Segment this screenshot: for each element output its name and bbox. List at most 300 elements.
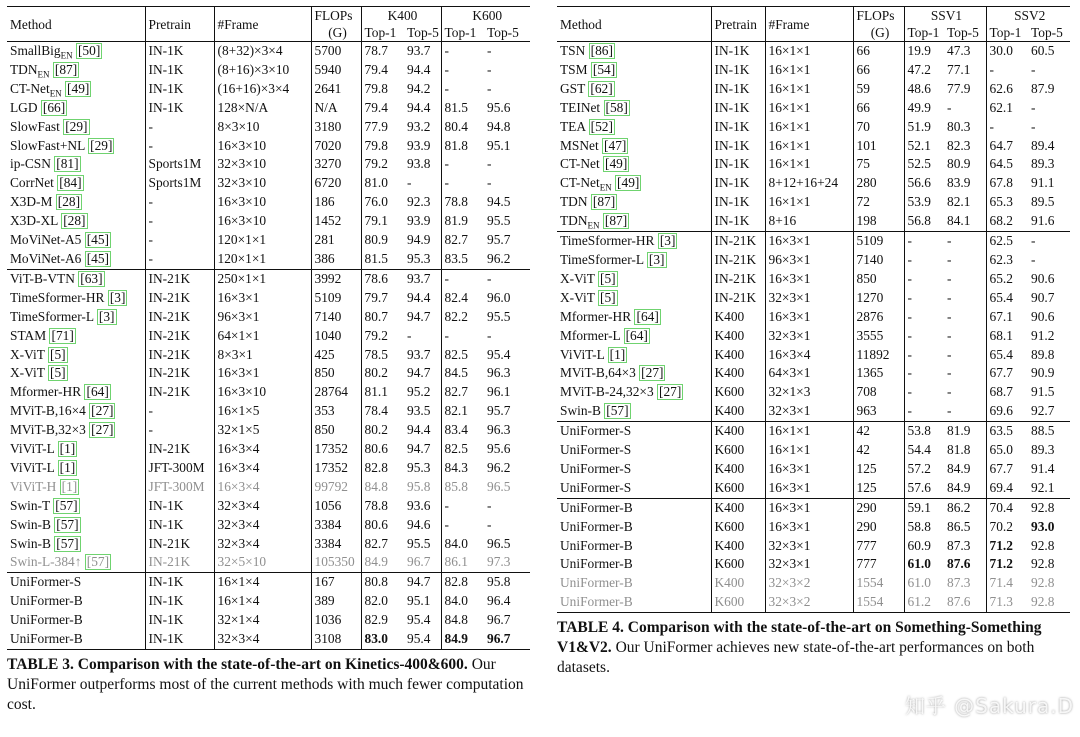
table-4-cell-method: X-ViT [5]: [560, 270, 616, 286]
table-3-cell-frame: 16×3×1: [214, 364, 311, 383]
table-4-row: [557, 498, 1070, 517]
table-3-row: [7, 61, 530, 80]
table-3-cell-top5-a: 94.7: [407, 365, 431, 381]
table-4-cell-pretrain: IN-1K: [711, 42, 765, 61]
table-4-cell-top5-a: -: [944, 232, 986, 251]
table-4-cell-top1-a: -: [904, 346, 944, 365]
table-3-cell-pretrain: IN-1K: [145, 611, 214, 630]
table-3-cell-top1-a: 78.7: [361, 42, 404, 61]
table-3-cell-top5-a: 94.4: [407, 422, 431, 438]
table-3-cell-top1-a: 84.9: [361, 553, 404, 572]
table-4-cell-pretrain: K400: [711, 346, 765, 365]
table-3-cell-top5-a: 94.7: [407, 441, 431, 457]
table-3-cell-flops: 5940: [311, 61, 361, 80]
table-3-row: [7, 99, 530, 118]
table-3-cell-method: SlowFast [29]: [10, 118, 88, 134]
table-4-cell-top5-a: 82.1: [947, 194, 971, 210]
table-4-cell-top1-a: 61.0: [904, 574, 944, 593]
table-4-cell-method: UniFormer-S: [560, 460, 632, 476]
table-4-cell-pretrain: K600: [711, 383, 765, 402]
table-3-cell-top5-a: 94.4: [407, 99, 431, 115]
table-3-cell-frame: 16×3×4: [214, 440, 311, 459]
table-3-cell-top1-b: -: [441, 80, 484, 99]
table-4-cell-top1-a: 53.9: [904, 193, 944, 212]
table-4-cell-top1-b: -: [986, 118, 1028, 137]
table-4-cell-pretrain: K400: [711, 498, 765, 517]
table-4-cell-flops: 11892: [853, 346, 904, 365]
table-4-cell-top5-b: 87.9: [1031, 80, 1055, 96]
table-4-cell-flops: 198: [853, 212, 904, 231]
table-3-header-flops: FLOPs: [311, 7, 361, 25]
table-3-header-top1-b: Top-1: [441, 24, 484, 42]
table-4-cell-flops: 42: [853, 441, 904, 460]
table-3-cell-top1-b: 84.0: [441, 535, 484, 554]
table-3-row: [7, 611, 530, 630]
table-3-cell-method: MoViNet-A5 [45]: [10, 232, 110, 248]
table-4-header-row: [557, 7, 1070, 25]
table-4-cell-top1-b: 70.4: [986, 498, 1028, 517]
table-3-cell-top1-a: 78.4: [361, 402, 404, 421]
table-4-cell-pretrain: K400: [711, 308, 765, 327]
table-3-cell-top1-a: 80.6: [361, 516, 404, 535]
table-3-cell-flops: 17352: [311, 440, 361, 459]
table-4-cell-method: UniFormer-S: [560, 442, 632, 458]
table-3-cell-frame: 16×3×4: [214, 478, 311, 497]
table-3-row: [7, 516, 530, 535]
table-3-row: [7, 592, 530, 611]
table-4-row: [557, 327, 1070, 346]
table-4-row: [557, 422, 1070, 441]
table-4-cell-pretrain: K400: [711, 422, 765, 441]
table-4-cell-flops: 70: [853, 118, 904, 137]
table-3-row: [7, 231, 530, 250]
table-4-cell-top5-b: 91.2: [1031, 327, 1055, 343]
table-4-cell-top1-b: 67.7: [986, 460, 1028, 479]
table-3-cell-flops: 7140: [311, 308, 361, 327]
table-4-cell-top1-b: 69.6: [986, 402, 1028, 421]
table-3-cell-pretrain: IN-1K: [145, 42, 214, 61]
table-3-cell-pretrain: IN-1K: [145, 99, 214, 118]
table-4-cell-top5-b: 92.8: [1028, 498, 1070, 517]
table-4-cell-top5-a: -: [947, 384, 952, 400]
table-4-cell-top5-b: 91.6: [1031, 213, 1055, 229]
table-4-cell-top1-a: 56.8: [904, 212, 944, 231]
table-3-cell-method: UniFormer-S: [7, 573, 145, 592]
table-4-cell-top5-b: -: [1031, 99, 1036, 115]
table-3-header-top5-a: Top-5: [407, 25, 439, 40]
table-3-cell-top5-a: 93.8: [407, 156, 431, 172]
table-4-cell-top1-a: 58.8: [904, 518, 944, 537]
table-3-cell-top5-b: -: [487, 516, 492, 532]
table-4-cell-flops: 1554: [853, 574, 904, 593]
table-3-cell-frame: 32×3×4: [214, 535, 311, 554]
table-3-cell-frame: 120×1×1: [214, 231, 311, 250]
table-4-cell-pretrain: IN-1K: [711, 118, 765, 137]
table-4-cell-top1-b: 65.2: [986, 270, 1028, 289]
table-3-cell-flops: 186: [311, 193, 361, 212]
table-3-cell-frame: 96×3×1: [214, 308, 311, 327]
table-4-row: [557, 441, 1070, 460]
table-3-cell-top5-b: 95.8: [484, 573, 530, 592]
table-3-row: [7, 478, 530, 497]
table-3-cell-top1-a: 80.9: [361, 231, 404, 250]
table-4-cell-pretrain: K600: [711, 479, 765, 498]
table-4-cell-pretrain: IN-21K: [711, 232, 765, 251]
table-4-cell-top1-b: 67.1: [986, 308, 1028, 327]
table-4-cell-frame: 32×1×3: [765, 383, 853, 402]
table-4-cell-top1-a: 61.0: [904, 555, 944, 574]
table-4-cell-top5-a: 81.9: [944, 422, 986, 441]
table-4-cell-top1-b: 63.5: [986, 422, 1028, 441]
table-3-cell-frame: 16×3×4: [214, 459, 311, 478]
table-3-cell-top5-b: 96.5: [487, 478, 511, 494]
table-4-cell-flops: 290: [853, 518, 904, 537]
table-3-cell-top5-a: 95.8: [407, 478, 431, 494]
table-3-header-frame: #Frame: [214, 7, 311, 42]
table-3-cell-top5-a: 95.3: [407, 459, 431, 475]
table-4-row: [557, 155, 1070, 174]
table-4-cell-pretrain: K400: [711, 574, 765, 593]
table-3-cell-top1-a: 78.6: [361, 269, 404, 288]
table-3-cell-top5-b: 96.2: [487, 250, 511, 266]
table-3-cell-top5-a: 95.3: [407, 250, 431, 266]
table-4-cell-top1-a: -: [904, 364, 944, 383]
table-4-row: [557, 42, 1070, 61]
table-4-cell-pretrain: IN-1K: [711, 212, 765, 231]
table-4-header-top5-a: Top-5: [947, 25, 979, 40]
table-3-cell-top5-a: 93.2: [407, 118, 431, 134]
table-3-cell-top1-a: 76.0: [361, 193, 404, 212]
table-3-cell-top5-a: 93.7: [404, 42, 441, 61]
table-3-cell-top5-a: 94.7: [407, 308, 431, 324]
table-3-cell-pretrain: -: [145, 421, 214, 440]
table-3-cell-flops: 425: [311, 346, 361, 365]
table-4-cell-top1-b: 71.4: [986, 574, 1028, 593]
table-3-cell-top5-a: 92.3: [407, 194, 431, 210]
table-4-row: [557, 174, 1070, 193]
table-4-cell-flops: 125: [853, 460, 904, 479]
table-3-cell-top5-a: 96.7: [407, 554, 431, 570]
table-3-cell-top1-b: -: [441, 516, 484, 535]
table-3-cell-top1-a: 82.9: [361, 611, 404, 630]
table-3-cell-frame: 32×3×4: [214, 630, 311, 649]
table-4-cell-top1-b: -: [986, 61, 1028, 80]
table-4-cell-method: UniFormer-B: [560, 537, 633, 553]
table-4-cell-method: UniFormer-B: [560, 556, 633, 572]
table-3-cell-top5-b: -: [484, 42, 530, 61]
table-3-row: [7, 327, 530, 346]
table-3-cell-method: MViT-B,16×4 [27]: [10, 403, 114, 419]
table-4-row: [557, 402, 1070, 421]
table-3-cell-top1-a: 79.8: [361, 80, 404, 99]
table-4-cell-pretrain: K600: [711, 555, 765, 574]
table-3-cell-top5-a: -: [407, 175, 412, 191]
table-3-cell-flops: 3108: [311, 630, 361, 649]
table-3-cell-top1-b: 84.3: [441, 459, 484, 478]
table-4-row: [557, 61, 1070, 80]
table-4-cell-top5-b: 91.4: [1031, 460, 1055, 476]
table-4-cell-top5-a: 84.9: [947, 479, 971, 495]
table-3-cell-top5-b: 95.5: [487, 213, 511, 229]
table-4-cell-pretrain: K400: [711, 364, 765, 383]
table-3-cell-method: X-ViT [5]: [10, 346, 66, 362]
table-3-cell-top5-a: 93.7: [404, 269, 441, 288]
table-4-cell-flops: 1554: [853, 593, 904, 612]
table-3-cell-top1-b: 82.4: [441, 289, 484, 308]
table-3-cell-top5-b: 96.0: [487, 289, 511, 305]
table-4-cell-top5-b: 92.8: [1031, 556, 1055, 572]
table-4-cell-frame: 32×3×1: [765, 555, 853, 574]
table-4-cell-top1-b: 69.4: [986, 479, 1028, 498]
table-3-cell-top1-b: 84.0: [441, 592, 484, 611]
table-4-cell-method: ViViT-L [1]: [560, 346, 626, 362]
table-4-cell-method: GST [62]: [560, 80, 613, 96]
table-4-cell-top1-b: 71.2: [986, 537, 1028, 556]
table-4-cell-top5-b: 92.8: [1031, 537, 1055, 553]
table-3-row: [7, 497, 530, 516]
table-3-cell-top5-a: 95.4: [404, 630, 441, 649]
table-4-cell-frame: 16×1×1: [765, 42, 853, 61]
table-3-cell-top5-b: -: [487, 175, 492, 191]
table-3-cell-top5-a: -: [407, 327, 412, 343]
table-4-cell-flops: 7140: [853, 251, 904, 270]
table-3-cell-flops: 2641: [311, 80, 361, 99]
table-4-cell-top5-a: -: [947, 327, 952, 343]
table-3-cell-pretrain: IN-21K: [145, 327, 214, 346]
table-4-cell-top5-b: 93.0: [1031, 518, 1055, 534]
table-4-cell-method: TSN [86]: [557, 42, 711, 61]
table-3-cell-pretrain: JFT-300M: [145, 478, 214, 497]
table-3-cell-pretrain: IN-21K: [145, 289, 214, 308]
table-3-cell-flops: 1056: [311, 497, 361, 516]
table-3-cell-flops: 386: [311, 250, 361, 269]
table-3-cell-frame: 32×1×4: [214, 611, 311, 630]
table-3-cell-frame: 120×1×1: [214, 250, 311, 269]
table-4-cell-method: TSM [54]: [560, 61, 616, 77]
table-4-cell-method: TimeSformer-HR [3]: [557, 232, 711, 251]
table-3-row: [7, 440, 530, 459]
table-4-cell-frame: 16×1×1: [765, 80, 853, 99]
table-3-row: [7, 193, 530, 212]
table-4-header-pretrain: Pretrain: [711, 7, 765, 42]
table-4-cell-top1-b: 65.4: [986, 289, 1028, 308]
table-4-cell-flops: 3555: [853, 327, 904, 346]
table-3-cell-top5-b: 95.5: [487, 308, 511, 324]
table-3-cell-top1-b: 82.1: [441, 402, 484, 421]
table-3-cell-top1-a: 79.8: [361, 137, 404, 156]
table-4-cell-pretrain: K600: [711, 518, 765, 537]
table-3-cell-top1-a: 79.4: [361, 61, 404, 80]
table-4-header-dataset-b: SSV2: [986, 7, 1070, 25]
table-3-cell-method: TimeSformer-L [3]: [10, 308, 115, 324]
table-4-cell-pretrain: IN-1K: [711, 80, 765, 99]
table-4-cell-method: UniFormer-B: [557, 593, 711, 612]
table-4-row: [557, 574, 1070, 593]
table-4-cell-top5-b: 90.7: [1031, 289, 1055, 305]
table-4-cell-top5-a: 47.3: [944, 42, 986, 61]
table-3-cell-top1-b: -: [441, 61, 484, 80]
table-4-cell-top1-a: 49.9: [904, 99, 944, 118]
table-3-cell-top1-a: 79.2: [361, 327, 404, 346]
table-4-cell-top1-a: 54.4: [904, 441, 944, 460]
table-4-cell-frame: 16×3×1: [765, 232, 853, 251]
table-3-cell-frame: 16×1×5: [214, 402, 311, 421]
table-4-cell-frame: 32×3×2: [765, 593, 853, 612]
table-4-cell-pretrain: IN-1K: [711, 174, 765, 193]
table-3-row: [7, 118, 530, 137]
table-4-caption: [557, 618, 1080, 678]
table-4-cell-top1-b: 67.7: [986, 364, 1028, 383]
table-3-cell-top1-a: 82.0: [361, 592, 404, 611]
table-4-cell-top1-a: -: [904, 308, 944, 327]
table-3-cell-top1-b: 83.5: [441, 250, 484, 269]
table-3-cell-flops: 28764: [311, 383, 361, 402]
table-4-cell-method: UniFormer-S: [557, 422, 711, 441]
table-3-cell-top1-b: -: [441, 174, 484, 193]
table-3-cell-flops: 7020: [311, 137, 361, 156]
table-4-cell-top1-b: 67.8: [986, 174, 1028, 193]
table-4-cell-flops: 777: [853, 555, 904, 574]
table-4-cell-top5-b: 90.9: [1031, 365, 1055, 381]
table-3-cell-method: CorrNet [84]: [10, 175, 82, 191]
table-4-cell-top5-a: 82.3: [947, 137, 971, 153]
table-4-cell-frame: 16×3×1: [765, 518, 853, 537]
table-3-cell-top5-b: -: [487, 80, 492, 96]
table-3-cell-frame: 16×1×4: [214, 592, 311, 611]
table-3-cell-top5-b: 96.3: [487, 365, 511, 381]
table-3-cell-top1-a: 80.6: [361, 440, 404, 459]
table-3-row: [7, 80, 530, 99]
table-3-cell-top1-a: 82.7: [361, 535, 404, 554]
table-4-cell-top1-a: 53.8: [904, 422, 944, 441]
table-4-cell-flops: 125: [853, 479, 904, 498]
table-4-cell-method: MViT-B,64×3 [27]: [560, 365, 664, 381]
table-3-cell-pretrain: -: [145, 118, 214, 137]
table-3-cell-top5-b: -: [487, 497, 492, 513]
table-4-row: [557, 232, 1070, 251]
table-4-cell-flops: 66: [853, 42, 904, 61]
table-3-cell-method: X-ViT [5]: [10, 365, 66, 381]
table-4-cell-top1-a: 48.6: [904, 80, 944, 99]
table-3-cell-top1-a: 82.8: [361, 459, 404, 478]
table-3-cell-pretrain: IN-21K: [145, 535, 214, 554]
table-4-cell-top5-b: 91.1: [1031, 175, 1055, 191]
table-4-cell-frame: 16×1×1: [765, 155, 853, 174]
table-3-cell-top5-a: 93.5: [407, 403, 431, 419]
table-3-cell-method: UniFormer-B: [7, 630, 145, 649]
table-4-cell-pretrain: K400: [711, 537, 765, 556]
table-3-cell-flops: 3180: [311, 118, 361, 137]
table-3: [7, 6, 530, 650]
table-3-cell-frame: 16×3×1: [214, 289, 311, 308]
table-4-row: [557, 383, 1070, 402]
table-4-cell-top5-a: -: [947, 403, 952, 419]
table-3-row: [7, 383, 530, 402]
table-3-cell-method: SmallBig$_{EN}$ [50]: [7, 42, 145, 61]
table-3-row: [7, 250, 530, 269]
table-4-cell-top1-b: 65.4: [986, 346, 1028, 365]
table-4-cell-top1-a: 52.1: [904, 137, 944, 156]
table-3-cell-top1-a: 79.7: [361, 289, 404, 308]
table-3-cell-method: Swin-B [57]: [10, 535, 79, 551]
table-3-cell-top5-b: 96.7: [484, 630, 530, 649]
table-3-cell-top1-b: -: [441, 497, 484, 516]
table-3-cell-top1-b: -: [441, 155, 484, 174]
table-4-cell-top5-a: -: [947, 346, 952, 362]
table-4-cell-frame: 96×3×1: [765, 251, 853, 270]
table-3-cell-top1-a: 79.1: [361, 212, 404, 231]
table-3-cell-top1-b: 81.5: [441, 99, 484, 118]
table-4-cell-frame: 8+16: [765, 212, 853, 231]
table-3-row: [7, 346, 530, 365]
table-4-cell-method: MSNet [47]: [560, 137, 627, 153]
table-3-cell-top1-b: 83.4: [441, 421, 484, 440]
table-4-cell-top1-a: -: [904, 270, 944, 289]
table-4-cell-flops: 66: [853, 61, 904, 80]
table-3-cell-flops: 99792: [311, 478, 361, 497]
table-4-cell-frame: 32×3×2: [765, 574, 853, 593]
table-3-cell-pretrain: -: [145, 402, 214, 421]
watermark: 知乎 @Sakura.D: [904, 694, 1074, 718]
table-3-cell-pretrain: -: [145, 193, 214, 212]
table-4-cell-top5-b: 89.3: [1031, 156, 1055, 172]
table-4-cell-flops: 59: [853, 80, 904, 99]
table-4-cell-flops: 850: [853, 270, 904, 289]
table-3-cell-flops: 3270: [311, 155, 361, 174]
table-4-cell-top5-a: 83.9: [947, 175, 971, 191]
table-4-cell-top1-a: 61.2: [904, 593, 944, 612]
table-3-cell-flops: N/A: [311, 99, 361, 118]
table-3-header-top1-a: Top-1: [361, 24, 404, 42]
table-3-row: [7, 402, 530, 421]
table-3-cell-method: ViViT-L [1]: [10, 459, 76, 475]
table-3-row: [7, 459, 530, 478]
table-3-cell-top5-b: 95.6: [487, 99, 511, 115]
table-4-cell-flops: 42: [853, 422, 904, 441]
table-3-cell-flops: 353: [311, 402, 361, 421]
table-4-cell-top5-a: 86.2: [944, 498, 986, 517]
table-3-cell-method: SlowFast+NL [29]: [10, 137, 113, 153]
table-3-cell-top1-a: 78.8: [361, 497, 404, 516]
table-3-header-flops-unit: (G): [311, 24, 361, 42]
table-4-row: [557, 537, 1070, 556]
table-4-cell-top5-a: 81.8: [947, 442, 971, 458]
table-4-cell-method: TimeSformer-L [3]: [560, 251, 665, 267]
table-3-row: [7, 553, 530, 572]
table-4-cell-flops: 290: [853, 498, 904, 517]
table-3-cell-method: STAM [71]: [10, 327, 74, 343]
table-3-cell-top1-a: 81.0: [361, 174, 404, 193]
table-4-row: [557, 193, 1070, 212]
table-3-cell-pretrain: Sports1M: [145, 155, 214, 174]
table-4-cell-pretrain: K400: [711, 402, 765, 421]
table-4-cell-top5-a: -: [947, 289, 952, 305]
table-4-cell-frame: 16×3×1: [765, 498, 853, 517]
table-3-cell-pretrain: IN-21K: [145, 440, 214, 459]
table-4-cell-pretrain: IN-21K: [711, 270, 765, 289]
table-3-cell-flops: 850: [311, 364, 361, 383]
table-3-cell-top1-a: 80.2: [361, 364, 404, 383]
table-3-cell-flops: 1452: [311, 212, 361, 231]
table-3-cell-pretrain: IN-1K: [145, 497, 214, 516]
table-3-cell-top5-a: 93.9: [407, 137, 431, 153]
table-3-cell-top5-a: 95.5: [407, 535, 431, 551]
table-3-cell-pretrain: -: [145, 231, 214, 250]
table-3-row: [7, 42, 530, 61]
table-4-cell-top5-b: -: [1031, 251, 1036, 267]
table-4-header-flops: FLOPs: [853, 7, 904, 25]
table-4-cell-pretrain: IN-1K: [711, 193, 765, 212]
